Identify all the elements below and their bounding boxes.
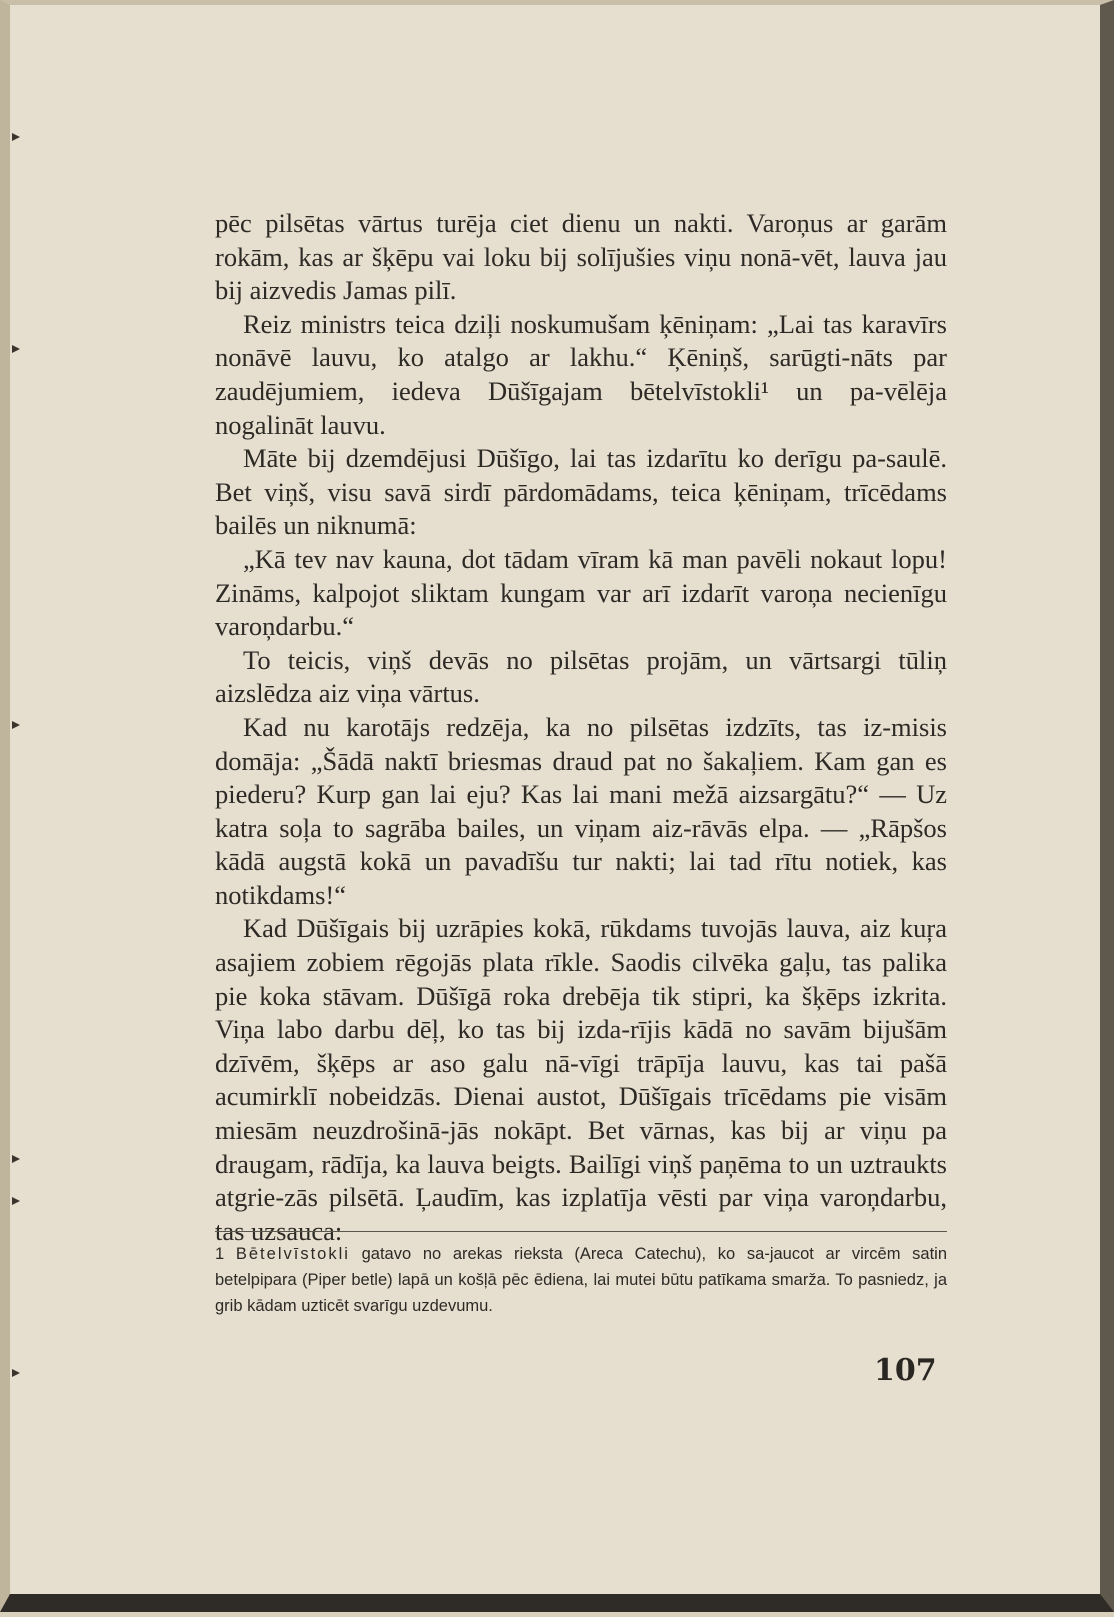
paragraph-5: To teicis, viņš devās no pilsētas projām, un vārtsargi tūliņ aizslēdza aiz viņa vārtus. <box>215 644 947 709</box>
paragraph-3: Māte bij dzemdējusi Dūšīgo, lai tas izdarītu ko derīgu pa-saulē. Bet viņš, visu savā sirdī pārdomādams, teica ķēniņam, trīcēdams bailēs un niknumā: <box>215 443 947 541</box>
footnote-marker: 1 <box>215 1245 225 1263</box>
binding-edge-marks <box>10 5 22 1617</box>
footnote-divider <box>215 1231 947 1232</box>
main-text <box>215 207 947 1248</box>
paragraph-2: Reiz ministrs teica dziļi noskumušam ķēniņam: „Lai tas karavīrs nonāvē lauvu, ko atalgo ar lakhu.“ Ķēniņš, sarūgti-nāts par zaudējumiem, iedeva Dūšīgajam bētelvīstokli¹ un pa-vēlēja nogalināt lauvu. <box>215 308 947 440</box>
page-number: 107 <box>874 1353 937 1388</box>
paragraph-1: pēc pilsētas vārtus turēja ciet dienu un nakti. Varoņus ar garām rokām, kas ar šķēpu vai loku bij solījušies viņu nonā-vēt, lauva jau bij aizvedis Jamas pilī. <box>215 208 947 306</box>
paragraph-7: Kad Dūšīgais bij uzrāpies kokā, rūkdams tuvojās lauva, aiz kuŗa asajiem zobiem rēgojās plata rīkle. Saodis cilvēka gaļu, tas palika pie koka stāvam. Dūšīgā roka drebēja tik stipri, ka šķēps izkrita. Viņa labo darbu dēļ, ko tas bij izda-rījis kādā no savām bijušām dzīvēm, šķēps ar aso galu nā-vīgi trāpīja lauvu, kas tai pašā acumirklī nobeidzās. Dienai austot, Dūšīgais trīcēdams pie visām miesām neuzdrošinā-jās nokāpt. Bet vārnas, kas bij ar viņu pa draugam, rādīja, ka lauva beigts. Bailīgi viņš paņēma to un uztraukts atgrie-zās pilsētā. Ļaudīm, kas izplatīja vēsti par viņa varoņdarbu, tas uzsauca: <box>215 913 947 1246</box>
paragraph-4: „Kā tev nav kauna, dot tādam vīram kā man pavēli nokaut lopu! Zināms, kalpojot sliktam kungam var arī izdarīt varoņa necienīgu varoņdarbu.“ <box>215 543 947 642</box>
footnote-text: gatavo no arekas rieksta (Areca Catechu), ko sa-jaucot ar vircēm satin betelpipara (Piper betle) lapā un košļā pēc ēdiena, lai mutei būtu patīkama smarža. To pasniedz, ja grib kādam uzticēt svarīgu uzdevumu. <box>215 1245 947 1315</box>
footnote-term: Bētelvīstokli <box>235 1245 350 1263</box>
paragraph-6: Kad nu karotājs redzēja, ka no pilsētas izdzīts, tas iz-misis domāja: „Šādā naktī briesmas draud pat no šakaļiem. Kam gan es piederu? Kurp gan lai eju? Kas lai mani mežā aizsargātu?“ — Uz katra soļa to sagrāba bailes, un viņam aiz-rāvās elpa. — „Rāpšos kādā augstā kokā un pavadīšu tur nakti; lai tad rītu notiek, kas notikdams!“ <box>215 711 947 910</box>
footnote <box>215 1241 947 1319</box>
